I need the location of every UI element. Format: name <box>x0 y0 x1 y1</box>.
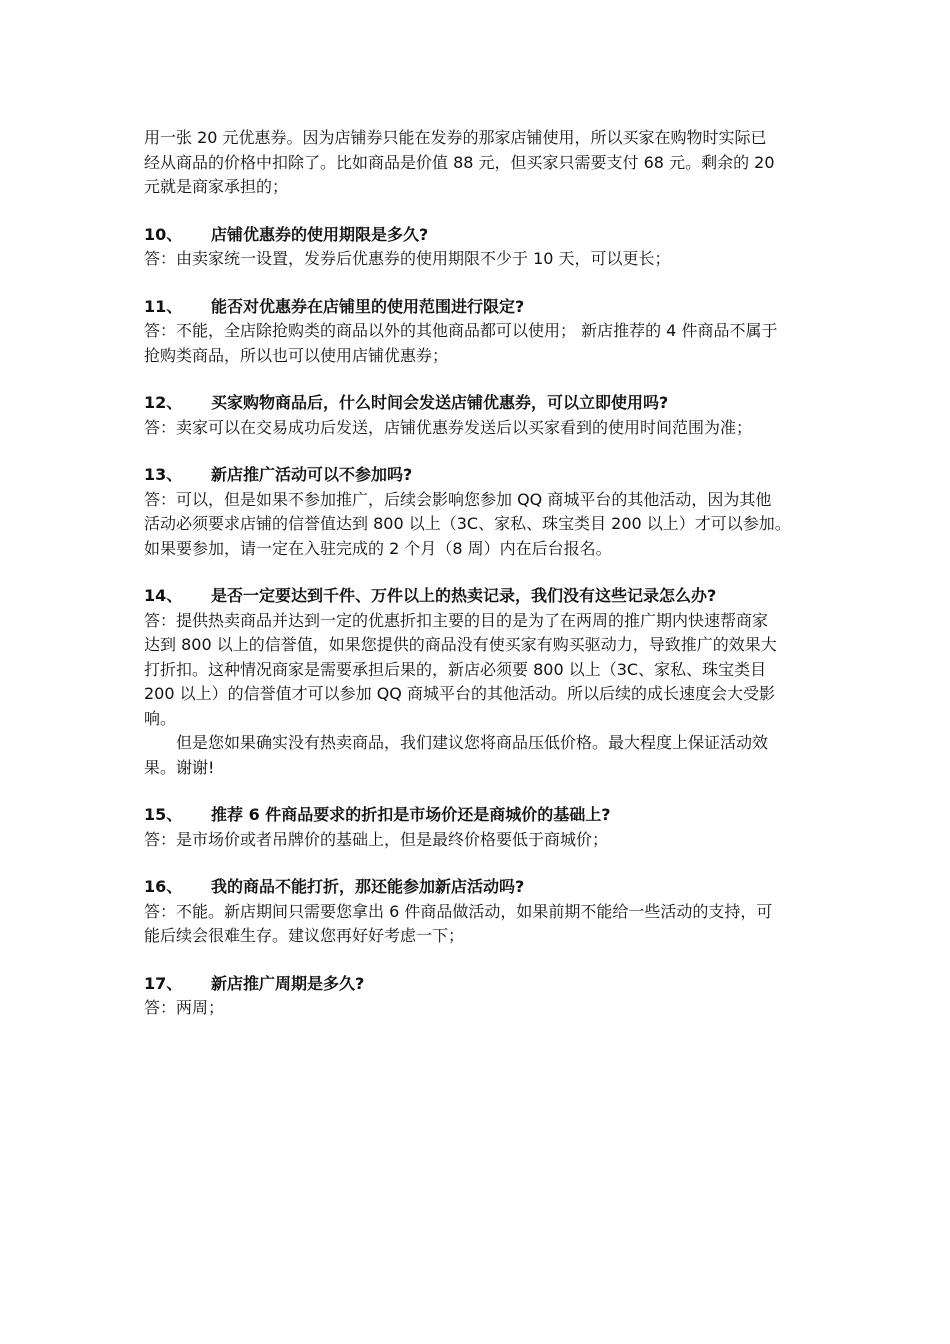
answer-line: 答：提供热卖商品并达到一定的优惠折扣主要的目的是为了在两周的推广期内快速帮商家 <box>144 610 769 630</box>
question-text: 推荐 6 件商品要求的折扣是市场价还是商城价的基础上? <box>211 805 611 824</box>
question-number: 14、 <box>144 586 183 605</box>
answer-line: 打折扣。这种情况商家是需要承担后果的，新店必须要 800 以上（3C、家私、珠宝类目 <box>144 659 767 679</box>
faq-item-16 <box>144 875 824 949</box>
text-line: 用一张 20 元优惠券。因为店铺券只能在发券的那家店铺使用，所以买家在购物时实际已 <box>144 128 767 147</box>
answer-line: 果。谢谢! <box>144 757 215 777</box>
answer-line: 活动必须要求店铺的信誉值达到 800 以上（3C、家私、珠宝类目 200 以上）才可以参加。 <box>144 514 791 533</box>
question-number: 13、 <box>144 465 183 484</box>
text-line: 经从商品的价格中扣除了。比如商品是价值 88 元，但买家只需要支付 68 元。剩余的 20 <box>144 152 775 172</box>
question-number: 10、 <box>144 224 183 244</box>
text-line: 元就是商家承担的； <box>144 177 289 196</box>
question-number: 17、 <box>144 973 183 993</box>
answer-line: 答：不能，全店除抢购类的商品以外的其他商品都可以使用； 新店推荐的 4 件商品不属于 <box>144 321 778 340</box>
answer-line: 响。 <box>144 708 177 728</box>
question-text: 是否一定要达到千件、万件以上的热卖记录，我们没有这些记录怎么办? <box>211 586 717 605</box>
question-number: 15、 <box>144 805 183 824</box>
faq-item-12 <box>144 391 824 440</box>
question-heading <box>144 875 824 900</box>
question-heading <box>144 223 824 248</box>
answer-line: 但是您如果确实没有热卖商品，我们建议您将商品压低价格。最大程度上保证活动效 <box>176 733 769 752</box>
question-heading <box>144 391 824 416</box>
question-text: 我的商品不能打折，那还能参加新店活动吗? <box>211 877 525 896</box>
faq-item-11 <box>144 295 824 369</box>
question-text: 店铺优惠券的使用期限是多久? <box>211 224 429 244</box>
question-text: 新店推广活动可以不参加吗? <box>211 465 413 484</box>
question-heading <box>144 584 824 609</box>
answer-line: 抢购类商品，所以也可以使用店铺优惠券； <box>144 345 449 365</box>
faq-item-14 <box>144 584 824 780</box>
answer-line: 答：不能。新店期间只需要您拿出 6 件商品做活动，如果前期不能给一些活动的支持，可 <box>144 901 773 921</box>
question-number: 11、 <box>144 296 183 316</box>
answer-line: 能后续会很难生存。建议您再好好考虑一下； <box>144 926 465 945</box>
answer-line: 答：卖家可以在交易成功后发送，店铺优惠券发送后以买家看到的使用时间范围为准； <box>144 417 753 437</box>
intro-paragraph <box>144 126 824 200</box>
question-text: 新店推广周期是多久? <box>211 973 365 993</box>
faq-item-15 <box>144 803 824 852</box>
question-text: 买家购物商品后，什么时间会发送店铺优惠券，可以立即使用吗? <box>211 393 669 412</box>
answer-line: 答：是市场价或者吊牌价的基础上，但是最终价格要低于商城价； <box>144 829 609 849</box>
question-text: 能否对优惠券在店铺里的使用范围进行限定? <box>211 296 525 316</box>
question-heading <box>144 295 824 320</box>
question-heading <box>144 803 824 828</box>
faq-item-17 <box>144 972 824 1021</box>
question-number: 12、 <box>144 393 183 412</box>
answer-line: 答：两周； <box>144 998 225 1017</box>
question-heading <box>144 972 824 997</box>
faq-item-13 <box>144 463 824 561</box>
faq-item-10 <box>144 223 824 272</box>
question-number: 16、 <box>144 877 183 896</box>
answer-line: 如果要参加，请一定在入驻完成的 2 个月（8 周）内在后台报名。 <box>144 538 612 558</box>
document-body <box>144 126 824 1021</box>
answer-line: 答：可以，但是如果不参加推广，后续会影响您参加 QQ 商城平台的其他活动，因为其他 <box>144 489 772 509</box>
question-heading <box>144 463 824 488</box>
answer-line: 达到 800 以上的信誉值，如果您提供的商品没有使买家有购买驱动力，导致推广的效果大 <box>144 635 777 654</box>
answer-line: 200 以上）的信誉值才可以参加 QQ 商城平台的其他活动。所以后续的成长速度会大受影 <box>144 684 775 703</box>
answer-line: 答：由卖家统一设置，发券后优惠券的使用期限不少于 10 天，可以更长； <box>144 249 671 268</box>
